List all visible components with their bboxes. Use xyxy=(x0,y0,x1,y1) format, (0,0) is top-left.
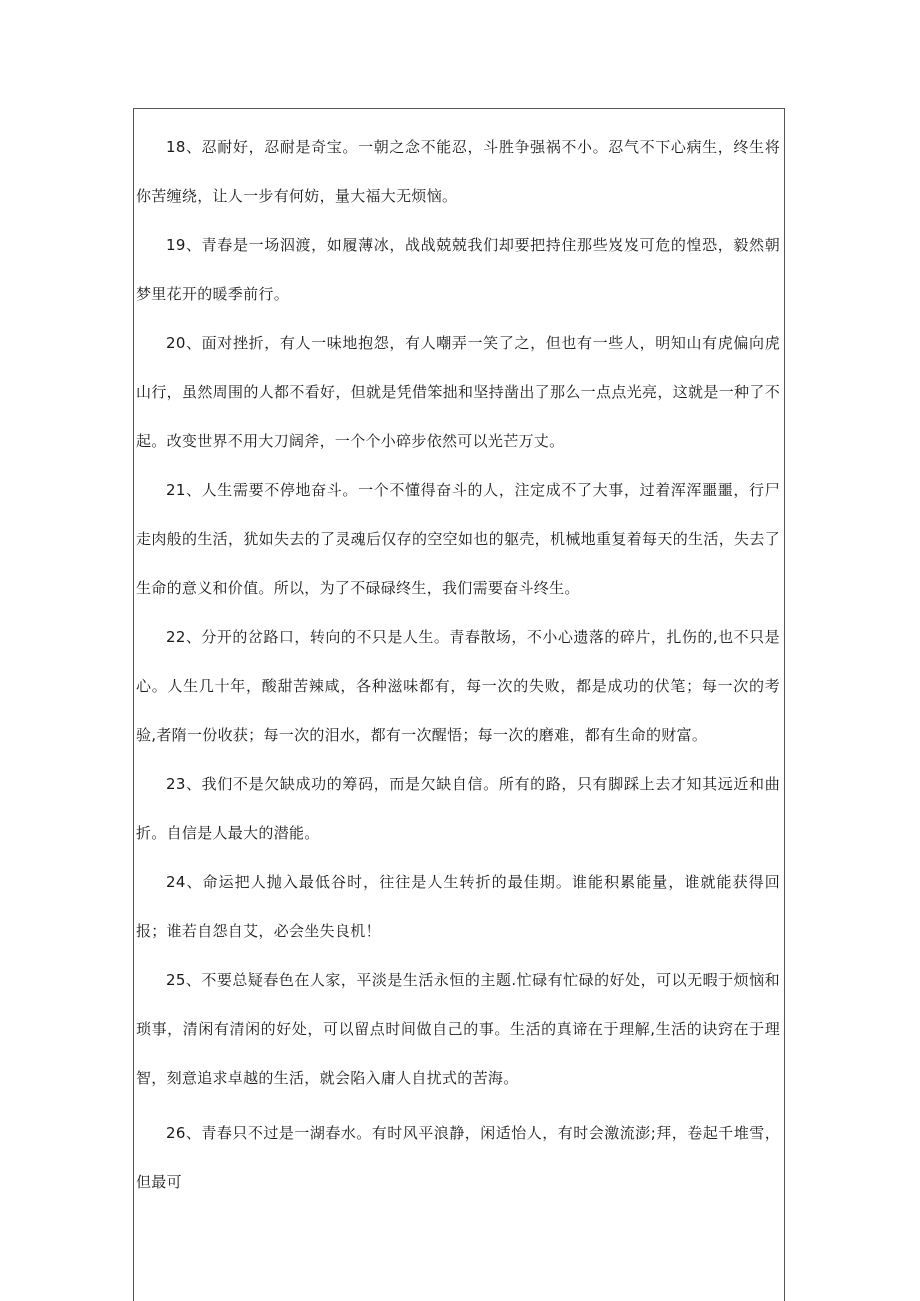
paragraph-25: 25、不要总疑春色在人家，平淡是生活永恒的主题.忙碌有忙碌的好处，可以无暇于烦恼和琐事，清闲有清闲的好处，可以留点时间做自己的事。生活的真谛在于理解,生活的诀窍在于理智，刻意追求卓越的生活，就会陷入庸人自扰式的苦海。 xyxy=(136,971,780,1087)
paragraph-22: 22、分开的岔路口，转向的不只是人生。青春散场，不小心遗落的碎片，扎伤的,也不只是心。人生几十年，酸甜苦辣咸，各种滋味都有，每一次的失败，都是成功的伏笔；每一次的考验,者隋一份收获；每一次的泪水，都有一次醒悟；每一次的磨难，都有生命的财富。 xyxy=(136,628,780,744)
paragraph-24: 24、命运把人抛入最低谷时，往往是人生转折的最佳期。谁能积累能量，谁就能获得回报；谁若自怨自艾，必会坐失良机！ xyxy=(136,873,780,940)
page-frame xyxy=(133,108,785,1301)
paragraph-21: 21、人生需要不停地奋斗。一个不懂得奋斗的人，注定成不了大事，过着浑浑噩噩，行尸走肉般的生活，犹如失去的了灵魂后仅存的空空如也的躯壳，机械地重复着每天的生活，失去了生命的意义和价值。所以，为了不碌碌终生，我们需要奋斗终生。 xyxy=(136,481,780,597)
paragraph-19: 19、青春是一场泅渡，如履薄冰，战战兢兢我们却要把持住那些岌岌可危的惶恐，毅然朝梦里花开的暖季前行。 xyxy=(136,236,780,303)
paragraph-18: 18、忍耐好，忍耐是奇宝。一朝之念不能忍，斗胜争强祸不小。忍气不下心病生，终生将你苦缠绕，让人一步有何妨，量大福大无烦恼。 xyxy=(136,138,780,205)
paragraph-20: 20、面对挫折，有人一味地抱怨，有人嘲弄一笑了之，但也有一些人，明知山有虎偏向虎山行，虽然周围的人都不看好，但就是凭借笨拙和坚持凿出了那么一点点光亮，这就是一种了不起。改变世界不用大刀阔斧，一个个小碎步依然可以光芒万丈。 xyxy=(136,334,780,450)
document-body xyxy=(136,123,780,1207)
paragraph-23: 23、我们不是欠缺成功的筹码，而是欠缺自信。所有的路，只有脚踩上去才知其远近和曲折。自信是人最大的潜能。 xyxy=(136,775,780,842)
paragraph-26: 26、青春只不过是一湖春水。有时风平浪静，闲适怡人，有时会激流澎;拜，卷起千堆雪，但最可 xyxy=(136,1124,780,1191)
